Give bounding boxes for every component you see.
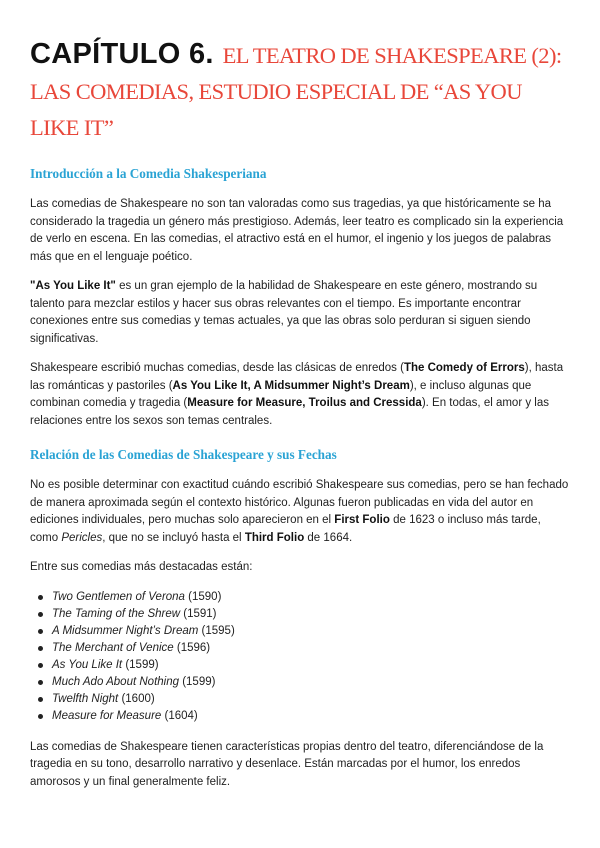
paragraph: Las comedias de Shakespeare no son tan valoradas como sus tragedias, ya que históricamente se ha considerado la tragedia un género más prestigioso. Además, leer teatro es complicado sin la experiencia de verlo en escena. En las comedias, el atractivo está en el humor, el ingenio y los juegos de palabras más que en el lenguaje poético. <box>30 198 564 263</box>
list-item <box>52 674 570 691</box>
work-title: Twelfth Night <box>52 692 119 705</box>
list-item <box>52 606 570 623</box>
comedies-list <box>30 589 570 725</box>
bold-work-title: Measure for Measure, Troilus and Cressida <box>187 397 422 409</box>
paragraph-text: es un gran ejemplo de la habilidad de Shakespeare en este género, mostrando su talento para mezclar estilos y hacer sus obras relevantes con el tiempo. Es importante encontrar conexiones entre sus comedias y temas actuales, ya que las obras solo perduran si siguen siendo significativas. <box>30 280 538 345</box>
paragraph <box>30 477 570 547</box>
paragraph-text: ), hasta las románticas y pastoriles ( <box>30 362 564 392</box>
work-year: (1595) <box>198 624 235 637</box>
work-title: The Merchant of Venice <box>52 641 174 654</box>
work-title: The Taming of the Shrew <box>52 607 181 620</box>
section-heading-dates: Relación de las Comedias de Shakespeare y sus Fechas <box>30 447 337 462</box>
bold-work-title: The Comedy of Errors <box>403 362 525 374</box>
bold-term: First Folio <box>334 514 390 526</box>
list-item <box>52 691 570 708</box>
work-title: As You Like It <box>52 658 123 671</box>
work-year: (1600) <box>118 692 155 705</box>
list-item <box>52 657 570 674</box>
list-item <box>52 589 570 606</box>
work-title: Much Ado About Nothing <box>52 675 180 688</box>
paragraph-text: ). En todas, el amor y las relaciones entre los sexos son temas centrales. <box>30 397 550 427</box>
paragraph-text: ), e incluso algunas que combinan comedia y tragedia ( <box>30 379 532 409</box>
list-item <box>52 708 570 725</box>
italic-work-title: Pericles <box>61 531 103 544</box>
closing-paragraph: Las comedias de Shakespeare tienen características propias dentro del teatro, diferenciándose de la tragedia en su tono, desarrollo narrativo y desenlace. Están marcadas por el humor, los enredos amorosos y un final generalmente feliz. <box>30 740 544 788</box>
work-title: Two Gentlemen of Verona <box>52 590 185 603</box>
work-year: (1590) <box>184 590 222 603</box>
work-title: A Midsummer Night’s Dream <box>52 624 199 637</box>
chapter-label: CAPÍTULO 6. <box>30 38 214 70</box>
list-item <box>52 623 570 640</box>
list-item <box>52 640 570 657</box>
paragraph-text: Shakespeare escribió muchas comedias, desde las clásicas de enredos ( <box>30 362 404 374</box>
chapter-title-text: EL TEATRO DE SHAKESPEARE (2): LAS COMEDIAS, ESTUDIO ESPECIAL DE “AS YOU LIKE IT” <box>30 43 562 140</box>
paragraph-text: No es posible determinar con exactitud cuándo escribió Shakespeare sus comedias, pero se han fechado de manera aproximada según el contexto histórico. Algunas fueron publicadas en vida del autor en ediciones individuales, pero muchas solo aparecieron en el <box>30 479 569 526</box>
bold-term: Third Folio <box>244 531 305 544</box>
work-title: Measure for Measure <box>52 709 162 722</box>
paragraph-text: de 1664. <box>304 531 353 544</box>
bold-work-title: "As You Like It" <box>30 280 116 292</box>
work-year: (1591) <box>180 607 217 620</box>
section-heading-intro: Introducción a la Comedia Shakesperiana <box>30 166 267 181</box>
work-year: (1599) <box>179 675 216 688</box>
paragraph <box>30 360 570 430</box>
work-year: (1596) <box>173 641 211 654</box>
list-intro: Entre sus comedias más destacadas están: <box>30 561 253 573</box>
chapter-title <box>30 36 570 144</box>
paragraph-text: , que no se incluyó hasta el <box>102 531 245 544</box>
work-year: (1604) <box>161 709 198 722</box>
paragraph <box>30 278 570 348</box>
bold-work-title: As You Like It, A Midsummer Night’s Dream <box>172 379 410 392</box>
paragraph-text: de 1623 o incluso más tarde, como <box>30 514 541 544</box>
work-year: (1599) <box>122 658 159 671</box>
